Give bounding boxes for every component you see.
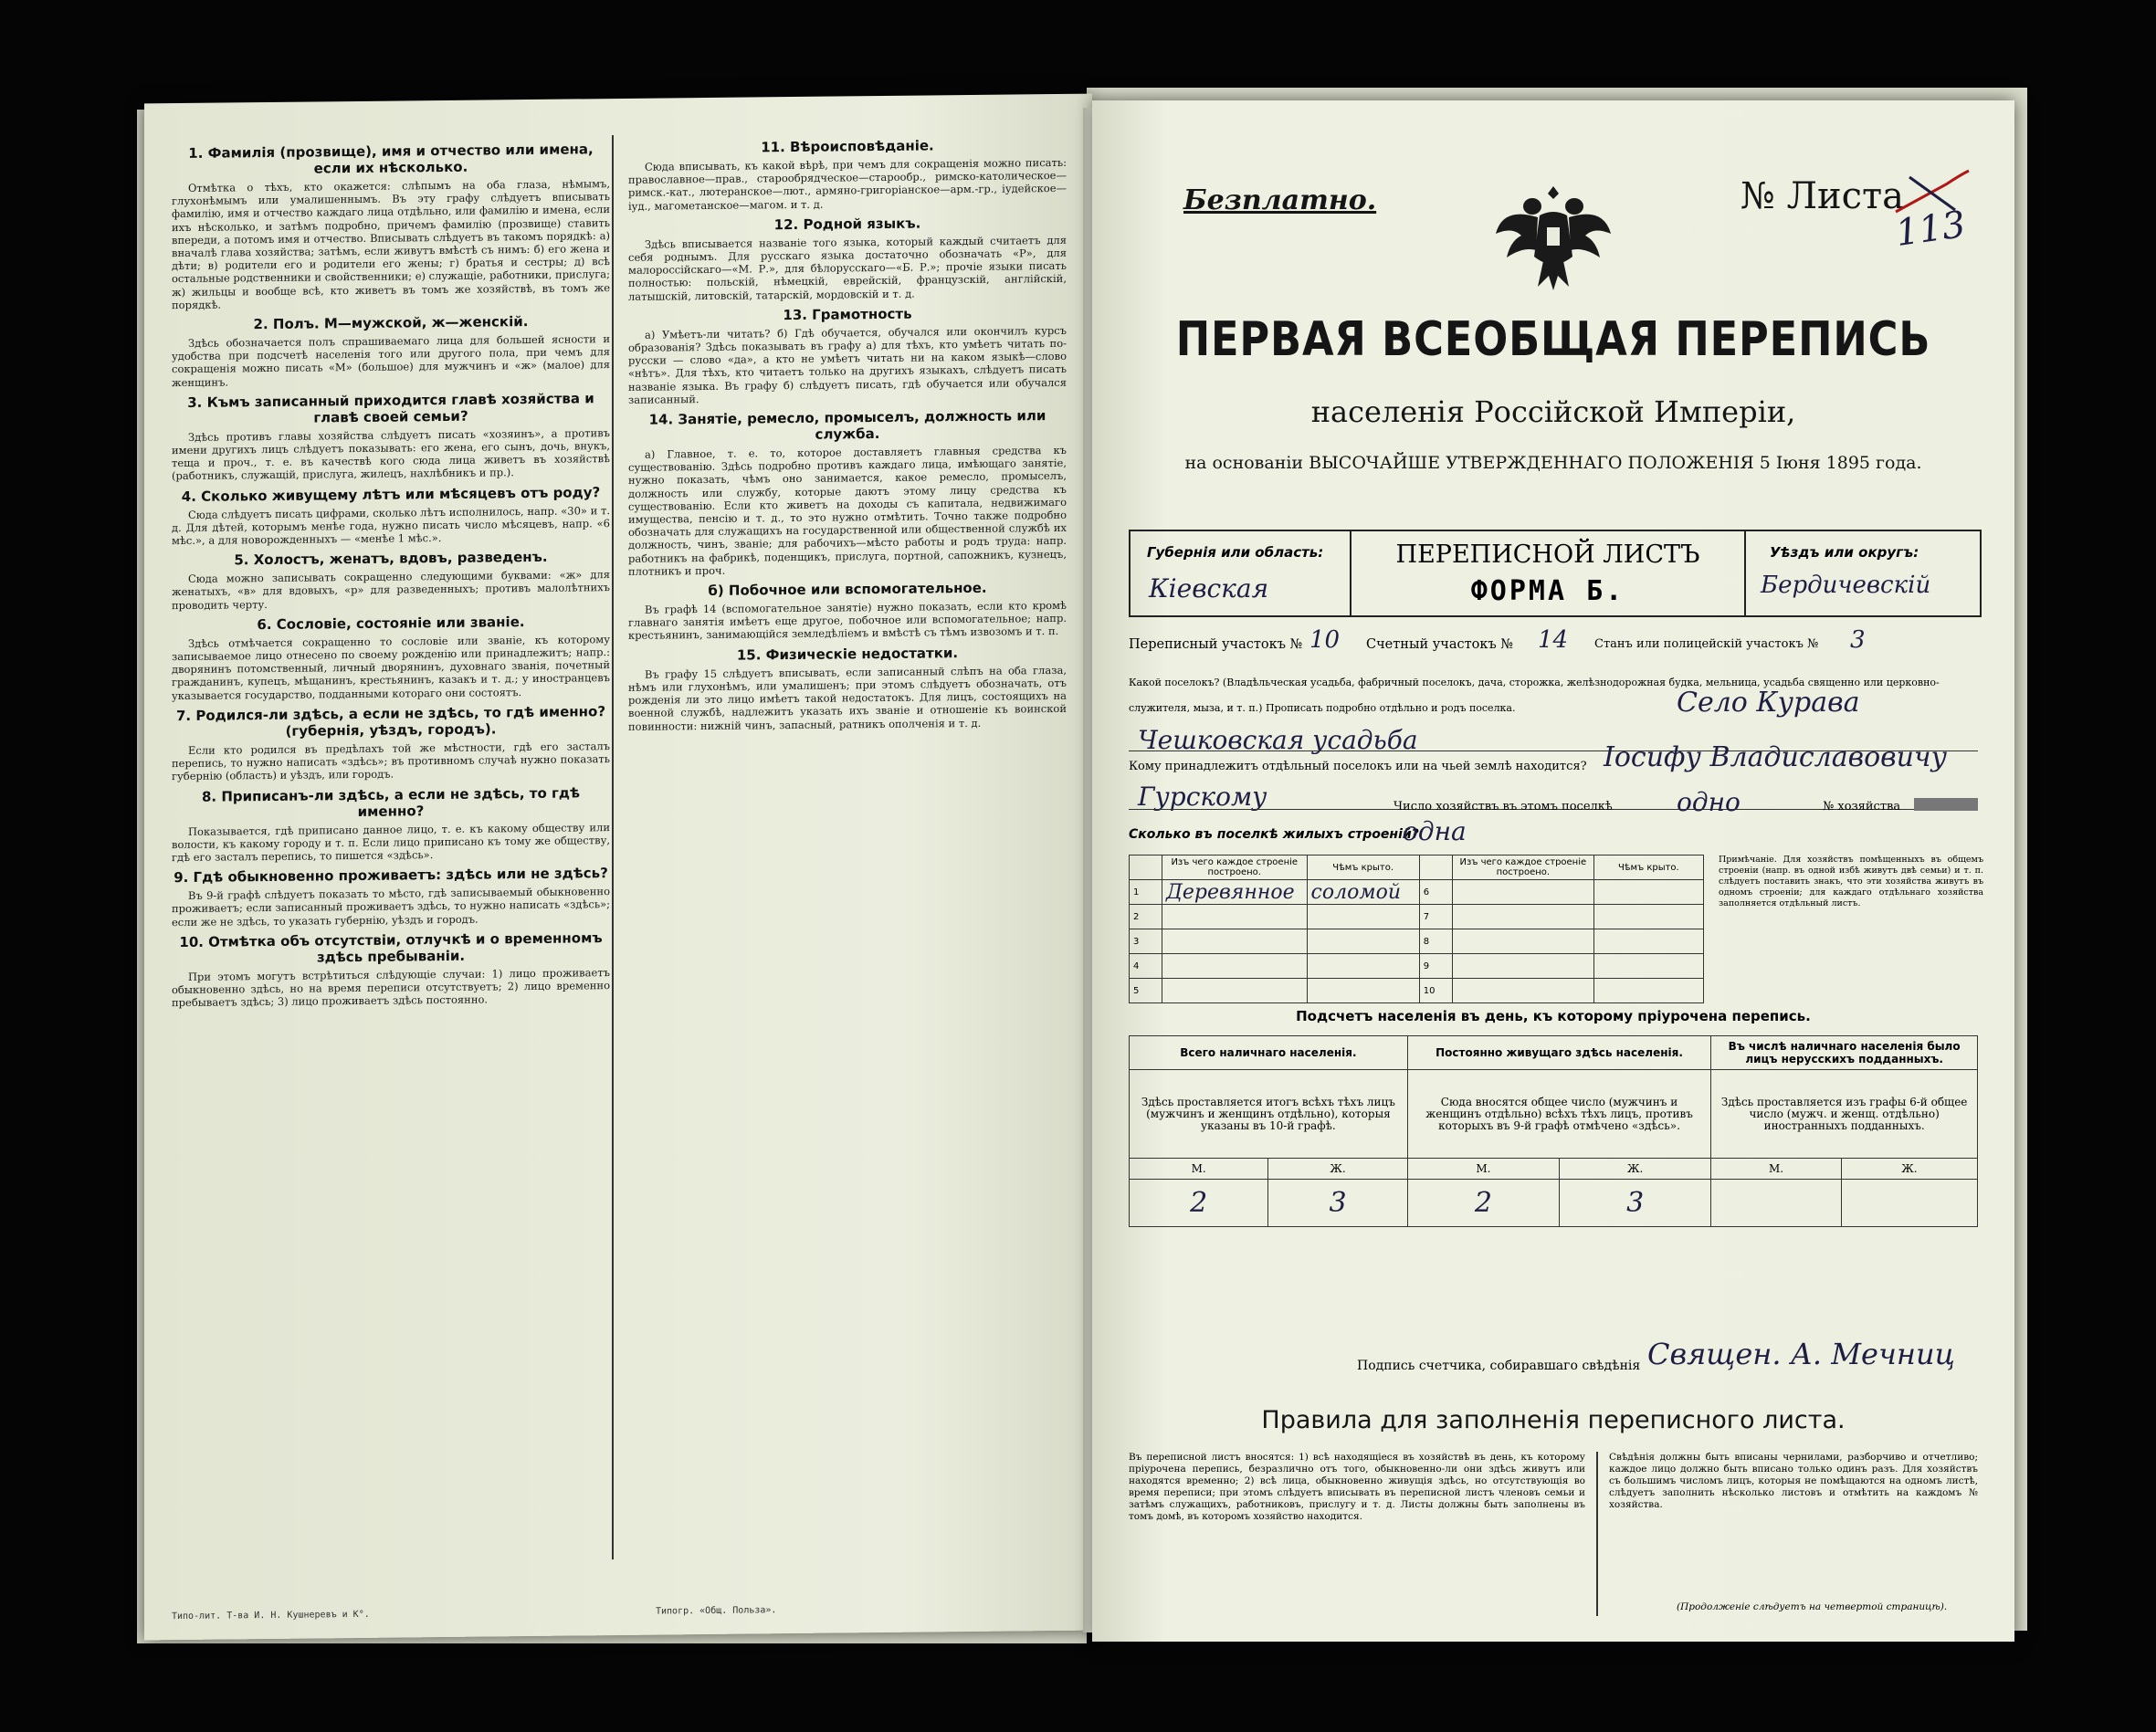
rules-text-right: Свѣдѣнія должны быть вписаны чернилами, разборчиво и отчетливо; каждое лицо должно быть вписано только одинъ разъ. Для хозяйствъ съ большимъ числомъ лицъ, которыя не помѣщаются на одномъ листѣ, слѣдуетъ заполнить нѣсколько листовъ и отмѣтить на каждомъ № хозяйства. (1609, 1452, 1978, 1510)
roof-cell (1593, 954, 1703, 979)
settlement-value-1: Село Курава (1677, 687, 1860, 719)
material-cell (1162, 929, 1307, 954)
foreign-female-count (1841, 1180, 1977, 1227)
row-number: 3 (1130, 929, 1162, 954)
instruction-body: Сюда вписывать, къ какой вѣрѣ, при чемъ для сокращенія можно писать: православное—прав., старообрядческое—старообр., римско-католическое—римск.-кат., лютеранское—лют., армяно-григоріанское—арм.-гр., іудейское—іуд., магометанское—магом. и т. д. (628, 155, 1067, 213)
printer-footer-right: Типогр. «Общ. Польза». (656, 1605, 777, 1617)
instruction-heading: 3. Къмъ записанный приходится главѣ хозяйства и главѣ своей семьи? (187, 390, 594, 426)
gubernia-value: Кіевская (1149, 573, 1269, 604)
material-cell (1453, 929, 1594, 954)
rules-title: Правила для заполненія переписного листа. (1261, 1406, 1846, 1434)
header-box (1129, 530, 1982, 617)
material-cell (1162, 905, 1307, 929)
row-number: 2 (1130, 905, 1162, 929)
double-headed-eagle-icon (1485, 170, 1622, 307)
roof-cell (1307, 979, 1419, 1003)
row-number: 6 (1419, 880, 1452, 905)
district-value: 10 (1309, 626, 1341, 654)
resident-desc: Сюда вносятся общее число (мужчинъ и женщинъ отдѣльно) всѣхъ тѣхъ лицъ, противъ которыхъ въ 9-й графѣ отмѣчено «здѣсь». (1407, 1070, 1710, 1159)
roof-cell: соломой (1307, 880, 1419, 905)
buildings-label: Сколько въ поселкѣ жилыхъ строеній? (1129, 827, 1419, 842)
instruction-heading: 10. Отмѣтка объ отсутствіи, отлучкѣ и о временномъ здѣсь пребываніи. (179, 929, 603, 966)
enumerator-signature: Священ. А. Мечниц (1647, 1337, 1955, 1371)
form-title: ПЕРЕПИСНОЙ ЛИСТЪ (1395, 541, 1700, 569)
households-value: одно (1677, 787, 1741, 817)
buildings-note: Примѣчаніе. Для хозяйствъ помѣщенныхъ въ общемъ строеніи (напр. въ одной избѣ живутъ двѣ семьи) и т. п. слѣдуетъ поставить знакъ, что эти хозяйства живутъ въ одномъ строеніи; для каждаго отдѣльнаго хозяйства заполняется отдѣльный листъ. (1719, 855, 1983, 908)
material-cell (1453, 905, 1594, 929)
uezd-label: Уѣздъ или округъ: (1770, 544, 1919, 561)
instruction-heading: 12. Родной языкъ. (773, 215, 921, 234)
instructions-column-1 (172, 135, 610, 1564)
instruction-body: Сюда слѣдуетъ писать цифрами, сколько лѣтъ исполнилось, напр. «30» и т. д. Для дѣтей, которымъ менѣе года, нужно писать число мѣсяцевъ, напр. «6 мѣс.», а для новорожденныхъ — «менѣе 1 мѣс.». (172, 503, 610, 548)
owner-value-1: Іосифу Владиславовичу (1604, 741, 1947, 773)
roof-cell (1593, 929, 1703, 954)
instruction-body: а) Главное, т. е. то, которое доставляетъ главныя средства къ существованію. Здѣсь подробно противъ каждаго лица, имѣющаго занятіе, нужно показать, чѣмъ оно занимается, какое ремесло, промыселъ, должность или службу, которые даютъ этому лицу средства къ существованію. Если кто живетъ на доходы съ капитала, недвижимаго имущества, пенсію и т. д., то это нужно отмѣтить. Точно также подробно обозначать для служащихъ на государственной или общественной службѣ их должность, чинъ, званіе; для рабочихъ—мѣсто работы и родъ труда: напр. работникъ на фабрикѣ, поденщикъ, прислуга, портной, сапожникъ, кузнецъ, плотникъ и проч. (628, 443, 1067, 578)
buildings-table (1129, 855, 1704, 1003)
material-cell (1453, 979, 1594, 1003)
rules-text-left: Въ переписной листъ вносятся: 1) всѣ находящіеся въ хозяйствѣ въ день, къ которому пріурочена перепись, безразлично отъ того, обыкновенно-ли они здѣсь живутъ или находятся временно; 2) всѣ лица, обыкновенно живущія здѣсь, но отсутствующія во время переписи; при этомъ слѣдуетъ вписывать въ переписной листъ членовъ семьи и затѣмъ служащихъ, работниковъ, прислугу и т. д. Листы должны быть заполнены въ томъ домѣ, въ которомъ хозяйство находится. (1129, 1452, 1585, 1522)
instruction-heading: б) Побочное или вспомогательное. (708, 579, 987, 600)
gubernia-label: Губернія или область: (1147, 544, 1324, 561)
material-header-2: Изъ чего каждое строеніе построено. (1453, 856, 1594, 880)
resident-male-count: 2 (1407, 1180, 1559, 1227)
m-label: М. (1130, 1159, 1268, 1180)
divider (1596, 1452, 1598, 1616)
printer-footer-left: Типо-лит. Т-ва И. Н. Кушнеревъ и К°. (172, 1609, 370, 1622)
row-number: 4 (1130, 954, 1162, 979)
f-label: Ж. (1560, 1159, 1711, 1180)
material-cell (1162, 979, 1307, 1003)
instruction-heading: 2. Полъ. М—мужской, ж—женскій. (253, 313, 529, 333)
present-male-count: 2 (1130, 1180, 1268, 1227)
roof-cell (1307, 954, 1419, 979)
settlement-value-2: Чешковская усадьба (1138, 725, 1418, 755)
household-number-redacted (1914, 798, 1978, 811)
sheet-number-handwritten: 113 (1893, 203, 1969, 256)
material-cell (1453, 880, 1594, 905)
form-name: ФОРМА Б. (1470, 575, 1625, 607)
instruction-body: Въ 9-й графѣ слѣдуетъ показать то мѣсто, гдѣ записываемый обыкновенно проживаетъ; если записанный проживаетъ здѣсь, то нужно написать «здѣсь»; если же не здѣсь, то указать губернію, уѣздъ и городъ. (172, 885, 610, 929)
resident-header: Постоянно живущаго здѣсь населенія. (1407, 1036, 1710, 1070)
continued-note: (Продолженіе слѣдуетъ на четвертой страницѣ). (1677, 1601, 1948, 1612)
instruction-body: Отмѣтка о тѣхъ, кто окажется: слѣпымъ на оба глаза, нѣмымъ, глухонѣмымъ или умалишеннымъ. Въ эту графу слѣдуетъ вписывать фамилію, имя и отчество каждаго лица отдѣльно, или фамилію и имена, если ихъ нѣсколько, и затѣмъ подробно, причемъ фамилію (прозвище) ставить впереди, а потомъ имя и отчество. Вписывать слѣдуетъ въ такомъ порядкѣ: а) вначалѣ глава хозяйства; затѣмъ, если живутъ вмѣстѣ съ нимъ: б) его жена и дѣти; в) родители его и родители его жены; г) братья и сестры; д) всѣ остальные родственники и свойственники; е) служащіе, работники, прислуга; ж) жильцы и вообще всѣ, кто живетъ въ томъ же хозяйствѣ, въ томъ же порядкѣ. (172, 177, 610, 311)
instructions-column-2 (628, 131, 1067, 1559)
instruction-heading: 13. Грамотность (783, 305, 912, 323)
owner-value-2: Гурскому (1138, 782, 1267, 812)
material-cell: Деревянное (1162, 880, 1307, 905)
population-count-title: Подсчетъ населенія въ день, къ которому пріурочена перепись. (1296, 1008, 1811, 1024)
instruction-heading: 4. Сколько живущему лѣтъ или мѣсяцевъ отъ роду? (181, 483, 601, 505)
owner-label: Кому принадлежитъ отдѣльный поселокъ или на чьей землѣ находится? (1129, 760, 1587, 773)
census-title: ПЕРВАЯ ВСЕОБЩАЯ ПЕРЕПИСЬ (1175, 312, 1931, 367)
row-number: 5 (1130, 979, 1162, 1003)
material-cell (1162, 954, 1307, 979)
sheet-number-label: № Листа (1741, 175, 1904, 217)
instruction-heading: 5. Холостъ, женатъ, вдовъ, разведенъ. (234, 549, 548, 569)
roof-cell (1307, 905, 1419, 929)
instruction-body: При этомъ могутъ встрѣтиться слѣдующіе случаи: 1) лицо проживаетъ обыкновенно здѣсь, но на время переписи отсутствуетъ; 2) лицо временно пребываетъ здѣсь; 3) лицо проживаетъ здѣсь постоянно. (172, 965, 610, 1010)
left-page-instructions (144, 94, 1092, 1641)
column-divider (612, 135, 614, 1559)
households-label: Число хозяйствъ въ этомъ поселкѣ (1394, 800, 1613, 814)
uezd-value: Бердичевскій (1761, 572, 1931, 599)
roof-cell (1593, 905, 1703, 929)
foreign-header: Въ числѣ наличнаго населенія было лицъ нерусскихъ подданныхъ. (1711, 1036, 1978, 1070)
free-label: Безплатно. (1183, 184, 1377, 216)
row-number: 10 (1419, 979, 1452, 1003)
resident-female-count: 3 (1560, 1180, 1711, 1227)
signature-label: Подпись счетчика, собиравшаго свѣдѣнія (1357, 1359, 1641, 1373)
row-number: 1 (1130, 880, 1162, 905)
instruction-heading: 7. Родился-ли здѣсь, а если не здѣсь, то гдѣ именно? (губернія, уѣздъ, городъ). (175, 703, 606, 740)
count-district-value: 14 (1538, 626, 1569, 654)
household-number-label: № хозяйства (1823, 800, 1901, 814)
roof-header: Чѣмъ крыто. (1307, 856, 1419, 880)
instruction-heading: 1. Фамилія (прозвище), имя и отчество или имена, если их нѣсколько. (188, 141, 594, 177)
instruction-heading: 6. Сословіе, состояніе или званіе. (257, 613, 525, 634)
instruction-body: а) Умѣетъ-ли читать? б) Гдѣ обучается, обучался или окончилъ курсъ образованія? Здѣсь показывать въ графу а) для тѣхъ, кто умѣетъ читать по-русски — слово «да», а кто не умѣетъ читать ни на каком языкѣ—слово «нѣтъ». Для тѣхъ, кто читаетъ только на другихъ языкахъ, слѣдуетъ писать названіе языка. Въ графу б) слѣдуетъ писать, гдѣ обучается или обучался записанный. (628, 323, 1067, 406)
present-female-count: 3 (1268, 1180, 1407, 1227)
count-district-label: Счетный участокъ № (1366, 637, 1514, 652)
m-label: М. (1407, 1159, 1559, 1180)
instruction-body: Въ графѣ 14 (вспомогательное занятіе) нужно показать, если кто кромѣ главнаго занятія имѣетъ еще другое, побочное или вспомогательное; напр. крестьянинъ, занимающійся земледѣліемъ и вмѣстѣ съ тѣмъ извозомъ и т. п. (628, 598, 1067, 643)
instruction-heading: 8. Приписанъ-ли здѣсь, а если не здѣсь, то гдѣ именно? (201, 783, 581, 820)
instruction-body: Здѣсь отмѣчается сокращенно то сословіе или званіе, къ которому записываемое лицо отнесено по своему рожденію или принадлежитъ; напр.: дворянинъ потомственный, личный дворянинъ, духовнаго званія, почетный гражданинъ, купецъ, мѣщанинъ, крестьянинъ, казакъ и т. д.; у иностранцевъ указывается государство, подданными котораго они состоятъ. (172, 632, 610, 702)
instruction-body: Здѣсь противъ главы хозяйства слѣдуетъ писать «хозяинъ», а противъ имени другихъ лицъ слѣдуетъ показывать: его жена, его сынъ, дочь, внукъ, теща и проч., т. е. въ качествѣ кого сюда лица живетъ въ хозяйствѣ (работникъ, служащій, прислуга, жилецъ, нахлѣбникъ и пр.). (172, 425, 610, 483)
right-page-census-form (1092, 100, 2014, 1642)
m-label: М. (1711, 1159, 1841, 1180)
material-header: Изъ чего каждое строеніе построено. (1162, 856, 1307, 880)
row-number: 9 (1419, 954, 1452, 979)
instruction-body: Здѣсь вписывается названіе того языка, который каждый считаетъ для себя роднымъ. Для русскаго языка достаточно обозначать «Р», для малороссійскаго—«М. Р.», для бѣлорусскаго—«Б. Р.»; прочіе языки писать полностью: польскій, нѣмецкій, еврейскій, французскій, англійскій, латышскій, литовскій, татарскій, мордовскій и т. д. (628, 233, 1067, 303)
f-label: Ж. (1841, 1159, 1977, 1180)
stan-label: Станъ или полицейскій участокъ № (1594, 637, 1819, 651)
row-number: 7 (1419, 905, 1452, 929)
roof-cell (1593, 979, 1703, 1003)
f-label: Ж. (1268, 1159, 1407, 1180)
buildings-value: одна (1403, 816, 1467, 846)
instruction-body: Показывается, гдѣ приписано данное лицо, т. е. къ какому обществу или волости, къ какому городу и т. п. Если лицо приписано къ тому же обществу, гдѣ его засталъ перепись, то пишется «здѣсь». (172, 820, 610, 865)
divider (1744, 531, 1746, 615)
census-subtitle: населенія Россійской Имперіи, (1310, 394, 1796, 429)
population-count-table (1129, 1035, 1978, 1227)
roof-header-2: Чѣмъ крыто. (1593, 856, 1703, 880)
roof-cell (1593, 880, 1703, 905)
strike-mark-icon (1891, 166, 1973, 221)
instruction-heading: 14. Занятіе, ремесло, промыселъ, должность или служба. (648, 407, 1046, 443)
settlement-label: Какой поселокъ? (Владѣльческая усадьба, фабричный поселокъ, дача, сторожка, желѣзнодорожная будка, мельница, усадьба священно или церковно-служителя, мыза, и т. п.) Прописать подробно отдѣльно и родъ поселка. (1129, 677, 1940, 714)
foreign-male-count (1711, 1180, 1841, 1227)
stan-value: 3 (1850, 626, 1866, 654)
foreign-desc: Здѣсь проставляется изъ графы 6-й общее число (мужч. и женщ. отдѣльно) иностранныхъ подданныхъ. (1711, 1070, 1978, 1159)
instruction-body: Если кто родился въ предѣлахъ той же мѣстности, гдѣ его засталъ перепись, то нужно написать «здѣсь»; въ противномъ случаѣ нужно показать губернію (область) и уѣздъ, или городъ. (172, 739, 610, 783)
instruction-heading: 9. Гдѣ обыкновенно проживаетъ: здѣсь или не здѣсь? (174, 865, 608, 887)
instruction-heading: 11. Вѣроисповѣданіе. (761, 137, 934, 156)
instruction-heading: 15. Физическіе недостатки. (736, 644, 959, 664)
instruction-body: Въ графу 15 слѣдуетъ вписывать, если записанный слѣпъ на оба глаза, нѣмъ или глухонѣмъ, или умалишенъ; при этомъ слѣдуетъ обозначать, отъ рожденія ли это лицо имѣетъ такой недостатокъ. Для лицъ, состоящихъ на военной службѣ, надлежитъ указать ихъ званіе и отношеніе къ воинской повинности: нижній чинъ, запасный, ратникъ ополченія и т. д. (628, 663, 1067, 733)
present-desc: Здѣсь проставляется итогъ всѣхъ тѣхъ лицъ (мужчинъ и женщинъ отдѣльно), которыя указаны въ 10-й графѣ. (1130, 1070, 1408, 1159)
present-header: Всего наличнаго населенія. (1130, 1036, 1408, 1070)
census-legal-basis: на основаніи ВЫСОЧАЙШЕ УТВЕРЖДЕННАГО ПОЛОЖЕНІЯ 5 Іюня 1895 года. (1184, 453, 1922, 473)
roof-cell (1307, 929, 1419, 954)
instruction-body: Здѣсь обозначается полъ спрашиваемаго лица для большей ясности и удобства при подсчетѣ населенія того или другого пола, при чемъ для сокращенія можно писать «М» (большое) для мужчинъ и «ж» (малое) для женщинъ. (172, 332, 610, 389)
material-cell (1453, 954, 1594, 979)
district-label: Переписный участокъ № (1129, 637, 1303, 652)
instruction-body: Сюда можно записывать сокращенно следующими буквами: «ж» для женатыхъ, «в» для вдовыхъ, «р» для разведенныхъ; противъ малолѣтнихъ проводить черту. (172, 568, 610, 612)
row-number: 8 (1419, 929, 1452, 954)
